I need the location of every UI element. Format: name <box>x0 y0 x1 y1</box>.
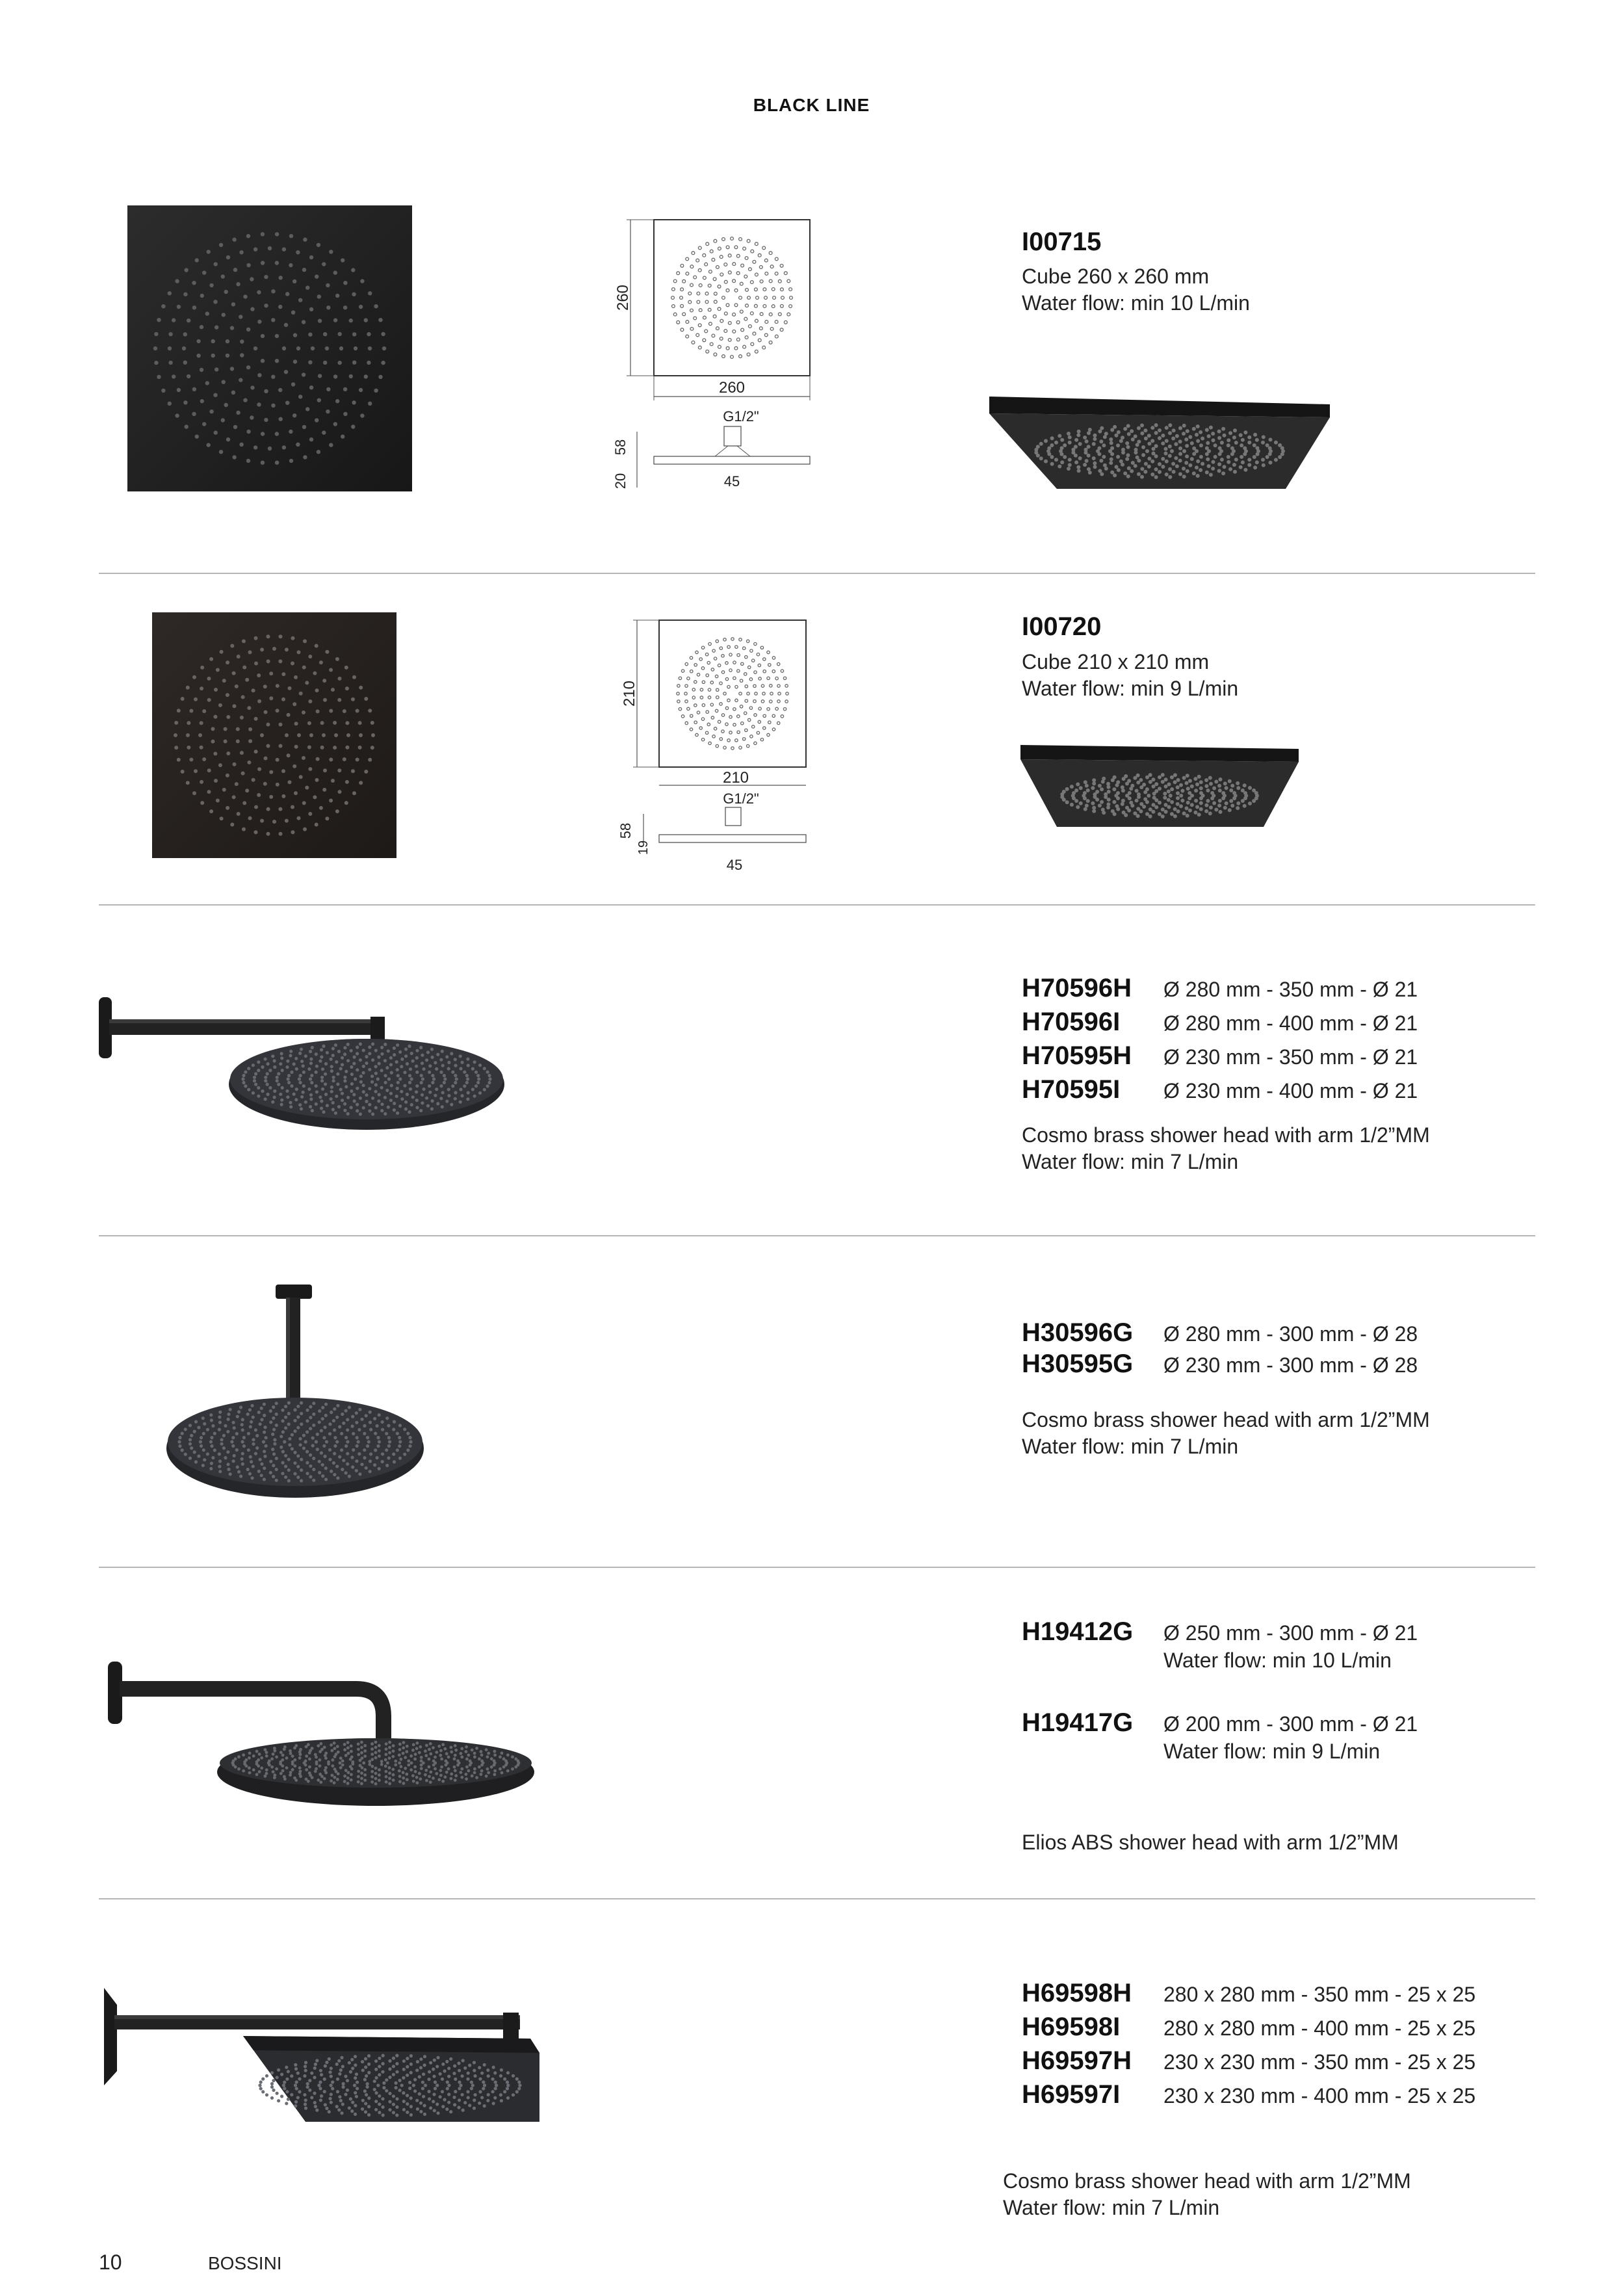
drawing-side-height: 58 <box>617 822 634 839</box>
technical-drawing-i00720 <box>611 611 819 878</box>
product-dimensions: 230 x 230 mm - 350 mm - 25 x 25 <box>1163 2050 1476 2074</box>
divider <box>99 573 1535 574</box>
product-code: H19412G <box>1022 1617 1134 1646</box>
product-code: H30596G <box>1022 1318 1134 1347</box>
product-photo-h69598 <box>97 1988 543 2126</box>
page-number: 10 <box>99 2250 122 2274</box>
product-row <box>1022 2010 1475 2045</box>
product-code: H69597H <box>1022 2046 1132 2075</box>
drawing-base-label: 45 <box>723 473 740 489</box>
product-dimensions: Ø 250 mm - 300 mm - Ø 21 <box>1163 1621 1418 1645</box>
product-code: H70595I <box>1022 1075 1121 1104</box>
product-photo-i00715 <box>127 205 412 491</box>
product-code: H30595G <box>1022 1350 1134 1378</box>
product-row <box>1022 1706 1418 1741</box>
product-flow: Water flow: min 9 L/min <box>1163 1740 1381 1763</box>
drawing-height-label: 260 <box>614 284 632 311</box>
product-row <box>1022 1316 1418 1351</box>
drawing-height-label: 210 <box>621 680 638 707</box>
product-dimensions: Ø 230 mm - 400 mm - Ø 21 <box>1163 1079 1418 1102</box>
product-row <box>1022 1005 1418 1040</box>
product-dimensions: 280 x 280 mm - 350 mm - 25 x 25 <box>1163 1983 1476 2006</box>
product-code: H69597I <box>1022 2080 1121 2109</box>
product-dimensions: Ø 230 mm - 350 mm - Ø 21 <box>1163 1045 1418 1069</box>
product-code: H19417G <box>1022 1708 1134 1737</box>
product-dimensions: Ø 200 mm - 300 mm - Ø 21 <box>1163 1712 1418 1736</box>
product-desc-line2: Water flow: min 10 L/min <box>1022 291 1250 315</box>
product-photo-h19412 <box>107 1654 538 1810</box>
product-row <box>1022 2044 1475 2079</box>
drawing-thread-label: G1/2" <box>723 790 759 807</box>
product-desc-line1: Cosmo brass shower head with arm 1/2”MM <box>1022 1408 1430 1431</box>
technical-drawing-i00715 <box>604 208 825 494</box>
product-code: H70596I <box>1022 1008 1121 1036</box>
product-flow: Water flow: min 10 L/min <box>1163 1649 1392 1672</box>
page-header: BLACK LINE <box>753 95 870 115</box>
product-photo-h30596 <box>165 1285 425 1503</box>
product-dimensions: Ø 230 mm - 300 mm - Ø 28 <box>1163 1353 1418 1377</box>
product-code: I00720 <box>1022 612 1102 641</box>
drawing-side-height2: 20 <box>612 473 629 489</box>
product-row <box>1022 1073 1418 1108</box>
product-code: H69598I <box>1022 2013 1121 2041</box>
product-row <box>1022 971 1418 1006</box>
divider <box>99 1567 1535 1568</box>
product-dimensions: Ø 280 mm - 400 mm - Ø 21 <box>1163 1011 1418 1035</box>
drawing-side-height2: 19 <box>636 840 651 855</box>
product-dimensions: 230 x 230 mm - 400 mm - 25 x 25 <box>1163 2084 1476 2107</box>
product-desc-line2: Water flow: min 7 L/min <box>1003 2196 1220 2219</box>
product-desc-line2: Water flow: min 7 L/min <box>1022 1150 1239 1173</box>
product-desc-line2: Water flow: min 7 L/min <box>1022 1435 1239 1458</box>
product-row <box>1022 1039 1418 1074</box>
product-photo-h70596 <box>97 988 533 1139</box>
product-row <box>1022 1615 1418 1650</box>
drawing-width-label: 260 <box>718 379 746 397</box>
product-desc-line1: Cosmo brass shower head with arm 1/2”MM <box>1003 2169 1411 2193</box>
product-desc-line2: Water flow: min 9 L/min <box>1022 677 1239 700</box>
product-desc-line1: Cosmo brass shower head with arm 1/2”MM <box>1022 1123 1430 1147</box>
product-code: H70595H <box>1022 1041 1132 1070</box>
product-code: H70596H <box>1022 974 1132 1002</box>
drawing-thread-label: G1/2" <box>723 408 759 424</box>
product-dimensions: Ø 280 mm - 300 mm - Ø 28 <box>1163 1322 1418 1346</box>
divider <box>99 1235 1535 1236</box>
product-render-i00715 <box>989 397 1330 494</box>
divider <box>99 1898 1535 1899</box>
product-photo-i00720 <box>152 612 396 858</box>
product-dimensions: 280 x 280 mm - 400 mm - 25 x 25 <box>1163 2016 1476 2040</box>
product-row <box>1022 1347 1418 1382</box>
drawing-base-label: 45 <box>726 857 743 873</box>
product-render-i00720 <box>1020 745 1299 829</box>
product-desc-line1: Cube 260 x 260 mm <box>1022 265 1210 288</box>
product-row <box>1022 1976 1475 2011</box>
product-code: H69598H <box>1022 1979 1132 2007</box>
footer-brand: BOSSINI <box>208 2253 282 2273</box>
product-code: I00715 <box>1022 228 1102 256</box>
drawing-side-height: 58 <box>612 439 629 456</box>
product-row <box>1022 2078 1475 2113</box>
product-dimensions: Ø 280 mm - 350 mm - Ø 21 <box>1163 978 1418 1001</box>
divider <box>99 904 1535 906</box>
drawing-width-label: 210 <box>722 769 749 787</box>
product-desc-line1: Elios ABS shower head with arm 1/2”MM <box>1022 1831 1399 1854</box>
product-desc-line1: Cube 210 x 210 mm <box>1022 650 1210 673</box>
